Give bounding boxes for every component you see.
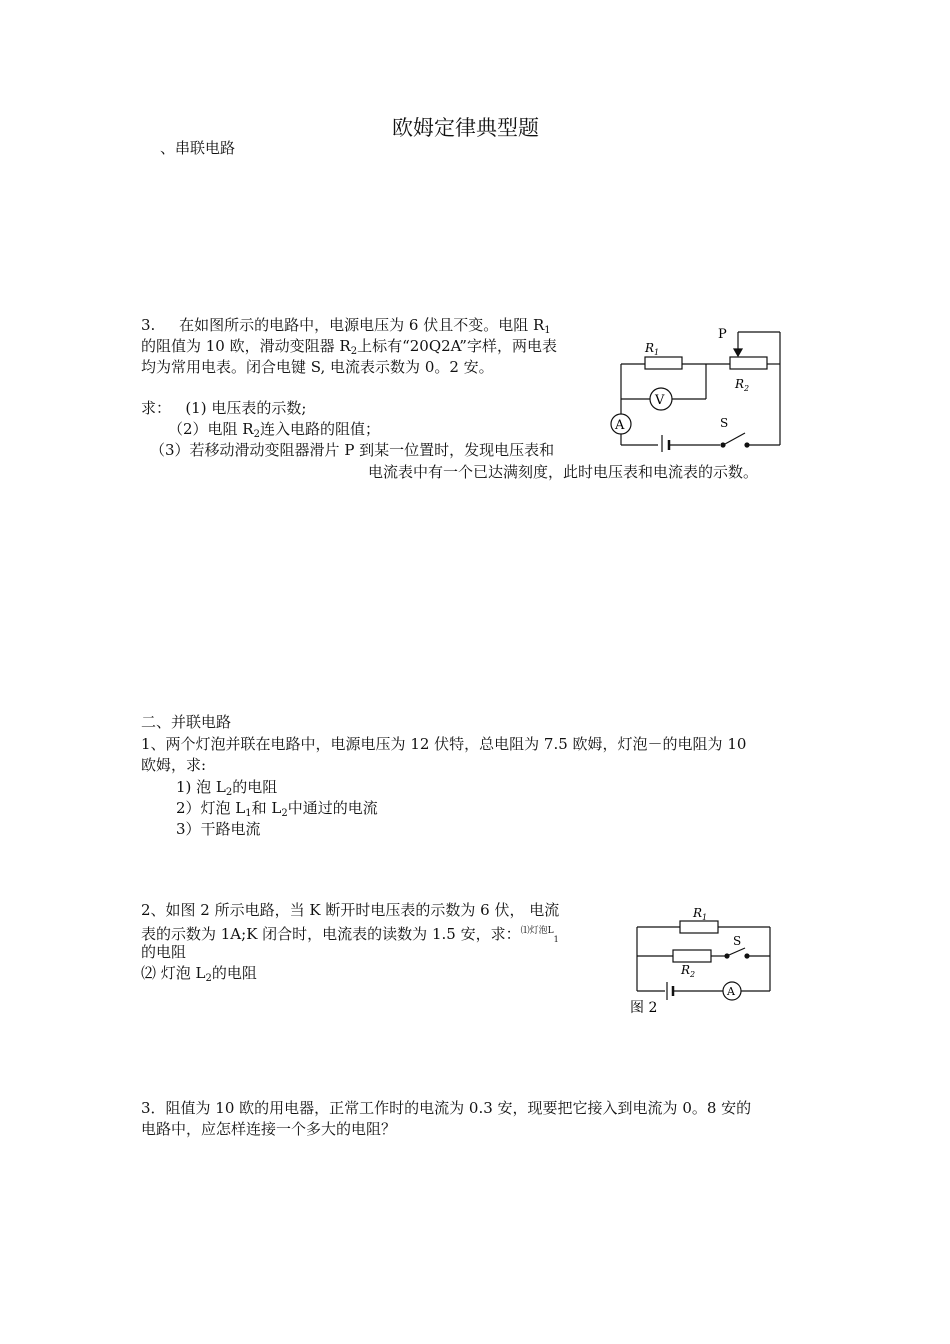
problem-3-ask-3-line2: 电流表中有一个已达满刻度，此时电压表和电流表的示数。 [368, 463, 759, 481]
label-s: S [720, 416, 729, 430]
section-heading-series: 、串联电路 [160, 139, 236, 157]
series-circuit-diagram [600, 322, 790, 452]
problem-3b-line1: 3．阻值为 10 欧的用电器，正常工作时的电流为 0.3 安，现要把它接入到电流为 0。8 安的 [141, 1099, 752, 1117]
problem-3-ask-2: （2）电阻 $R_2$连入电路的阻值； [168, 420, 380, 440]
problem-1-line2: 欧姆，求: [141, 756, 207, 774]
page-title: 欧姆定律典型题 [392, 116, 539, 140]
label-a: A [615, 418, 625, 433]
figure-2-caption: 图 2 [630, 1000, 658, 1016]
label-r1: $R_1$ [645, 341, 660, 357]
label-s: S [733, 934, 742, 948]
label-r1: $R_1$ [693, 906, 708, 922]
label-r2: $R_2$ [681, 963, 696, 979]
resistor-r2-symbol [673, 950, 711, 962]
problem-3-ask-1: 求： (1) 电压表的示数; [141, 399, 307, 417]
parallel-circuit-diagram [625, 902, 780, 1020]
resistor-r1-symbol [680, 921, 718, 933]
problem-2-line2: 表的示数为 1A;K 闭合时，电流表的读数为 1.5 安，求：$^{⑴灯泡L}_1$ [141, 925, 559, 944]
problem-1-item-1: 1) 泡 $L_2$的电阻 [176, 778, 278, 798]
problem-1-item-3: 3）干路电流 [176, 820, 261, 838]
problem-2-line3: 的电阻 [141, 943, 187, 961]
problem-3b-line2: 电路中，应怎样连接一个多大的电阻？ [141, 1120, 397, 1138]
switch-s-symbol [725, 433, 745, 444]
problem-3-line3: 均为常用电表。闭合电键 S, 电流表示数为 0。2 安。 [141, 358, 494, 376]
section-heading-parallel: 二、并联电路 [141, 713, 232, 731]
problem-3-line1: 3. 在如图所示的电路中，电源电压为 6 伏且不变。电阻 $R_1$ [141, 316, 551, 336]
problem-1-item-2: 2）灯泡 $L_1$和 $L_2$中通过的电流 [176, 799, 378, 819]
problem-2-line4: ⑵ 灯泡 $L_2$的电阻 [141, 964, 257, 984]
switch-s-symbol [729, 948, 745, 955]
label-v: V [655, 393, 665, 408]
rheostat-r2-symbol [730, 357, 767, 369]
problem-3-ask-3-line1: （3）若移动滑动变阻器滑片 P 到某一位置时，发现电压表和 [150, 441, 555, 459]
problem-2-line1: 2、如图 2 所示电路，当 K 断开时电压表的示数为 6 伏， 电流 [141, 901, 560, 919]
problem-1-line1: 1、两个灯泡并联在电路中，电源电压为 12 伏特，总电阻为 7.5 欧姆，灯泡－的电阻为 10 [141, 735, 747, 753]
resistor-r1-symbol [645, 357, 682, 369]
label-p: P [718, 327, 727, 342]
problem-3-line2: 的阻值为 10 欧，滑动变阻器 $R_2$上标有“20Q2A”字样，两电表 [141, 337, 557, 357]
label-r2: $R_2$ [735, 377, 750, 393]
slider-arrow-icon [734, 349, 742, 356]
label-a: A [727, 985, 735, 998]
